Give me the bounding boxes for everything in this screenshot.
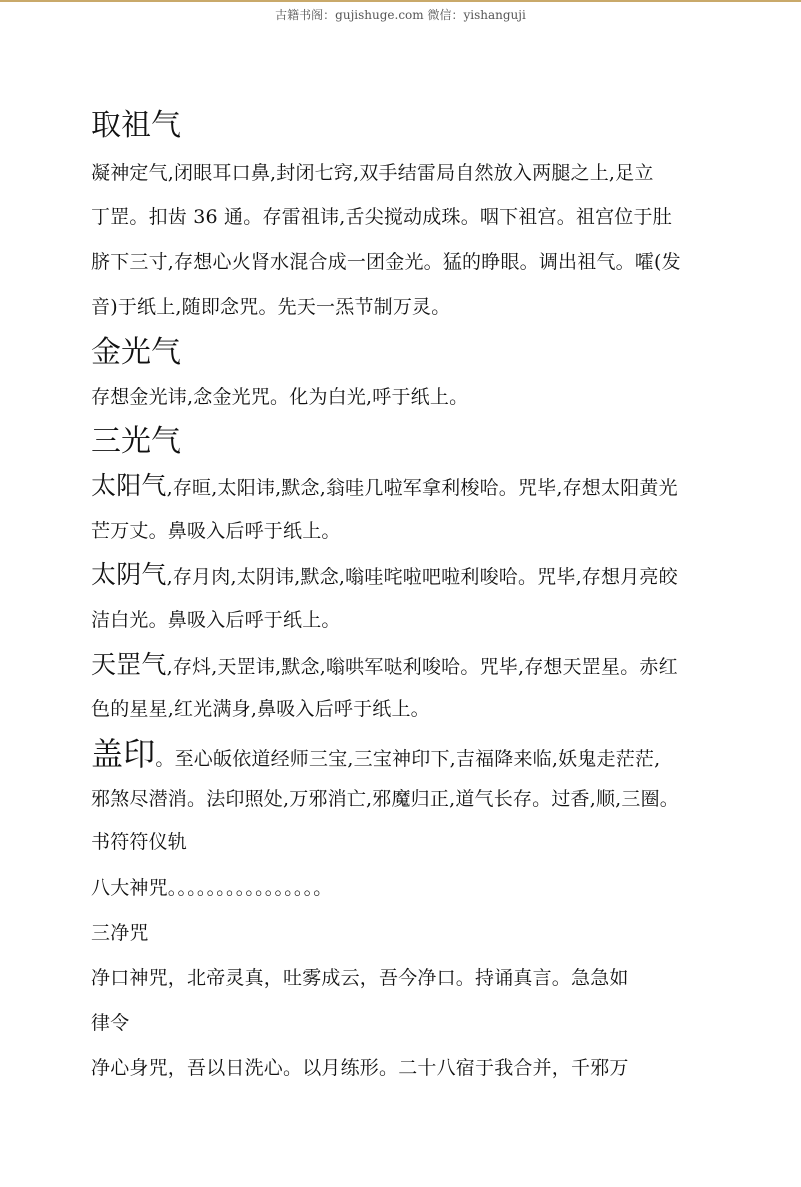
- taiyin-paragraph-line: [91, 562, 691, 590]
- section-line: 八大神咒。。。。。。。。。。。。。。。。: [91, 877, 333, 899]
- tiangang-lead: 天罡气: [91, 650, 167, 679]
- gaiyin-lead: 盖印: [91, 735, 156, 773]
- paragraph-line: 丁罡。扣齿 36 通。存雷祖讳,舌尖搅动成珠。咽下祖宫。祖宫位于肚: [91, 206, 672, 228]
- gaiyin-paragraph-line: [91, 735, 691, 773]
- paragraph-line: 净口神咒，北帝灵真，吐雾成云，吾今净口。持诵真言。急急如: [91, 967, 629, 989]
- paragraph-line: 凝神定气,闭眼耳口鼻,封闭七窍,双手结雷局自然放入两腿之上,足立: [91, 162, 654, 184]
- taiyang-text: ,存晅,太阳讳,默念,翁哇几啦军拿利梭哈。咒毕,存想太阳黄光: [166, 477, 678, 499]
- paragraph-line: 邪煞尽潜消。法印照处,万邪消亡,邪魔归正,道气长存。过香,顺,三圈。: [91, 788, 679, 810]
- section-line: 三净咒: [91, 922, 149, 944]
- paragraph-line: 律令: [91, 1012, 130, 1034]
- paragraph-line: 净心身咒，吾以日洗心。以月练形。二十八宿于我合并，千邪万: [91, 1057, 629, 1079]
- taiyin-text: ,存月肉,太阴讳,默念,嗡哇咤啦吧啦利唆哈。咒毕,存想月亮皎: [166, 566, 678, 588]
- section-line: 书符符仪轨: [91, 831, 188, 853]
- paragraph-line: 音)于纸上,随即念咒。先天一炁节制万灵。: [91, 296, 451, 318]
- heading-jin-guang-qi: 金光气: [91, 335, 181, 370]
- paragraph-line: 洁白光。鼻吸入后呼于纸上。: [91, 609, 341, 631]
- gaiyin-text: 。至心皈依道经师三宝,三宝神印下,吉福降来临,妖鬼走茫茫,: [155, 748, 661, 770]
- taiyang-lead: 太阳气: [91, 471, 167, 500]
- taiyin-lead: 太阴气: [91, 560, 167, 589]
- taiyang-paragraph-line: [91, 473, 691, 501]
- tiangang-text: ,存炓,天罡讳,默念,嗡哄军哒利唆哈。咒毕,存想天罡星。赤红: [166, 656, 678, 678]
- site-watermark: 古籍书阁：gujishuge.com 微信：yishanguji: [275, 8, 526, 22]
- paragraph-line: 存想金光讳,念金光咒。化为白光,呼于纸上。: [91, 386, 469, 408]
- paragraph-line: 色的星星,红光满身,鼻吸入后呼于纸上。: [91, 698, 430, 720]
- tiangang-paragraph-line: [91, 652, 691, 680]
- heading-qu-zu-qi: 取祖气: [91, 108, 181, 143]
- top-border: [0, 0, 801, 2]
- paragraph-line: 脐下三寸,存想心火肾水混合成一团金光。猛的睁眼。调出祖气。嚯(发: [91, 251, 681, 273]
- paragraph-line: 芒万丈。鼻吸入后呼于纸上。: [91, 520, 341, 542]
- heading-san-guang-qi: 三光气: [91, 424, 181, 459]
